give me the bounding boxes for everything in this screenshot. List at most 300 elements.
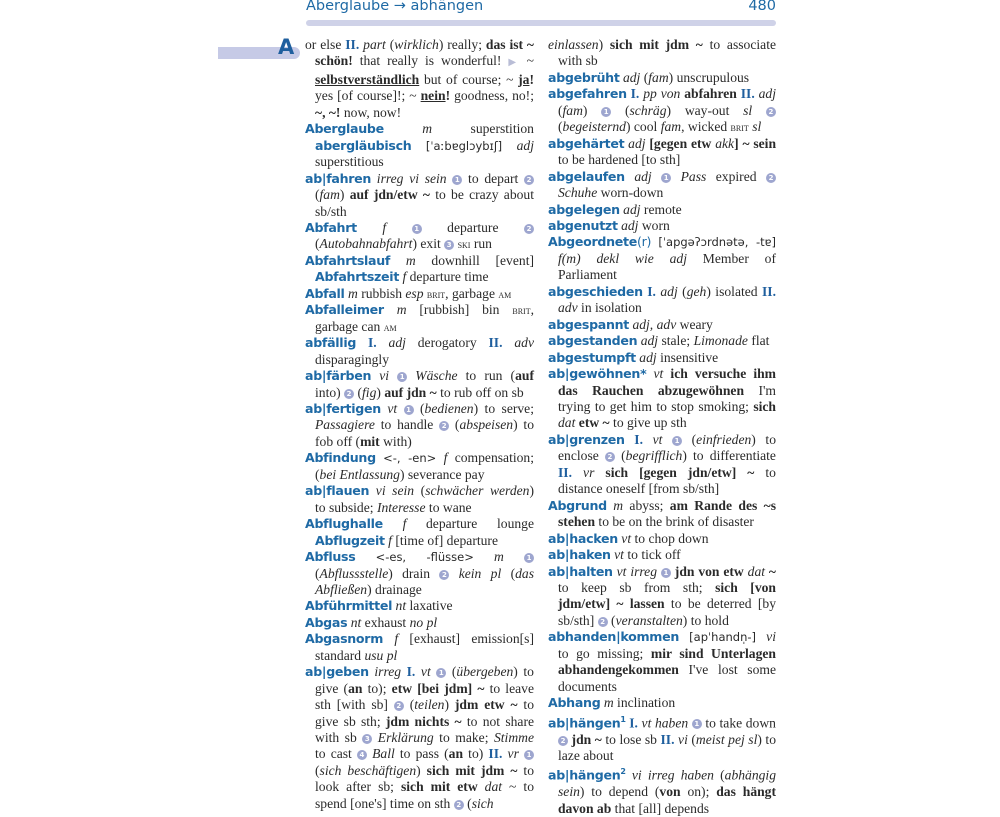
entry-text: abfahren: [684, 86, 737, 102]
sense-number-icon: 1: [397, 372, 407, 382]
entry-text: disparagingly: [315, 351, 389, 367]
entry-text: sich beschäftigen: [319, 762, 417, 778]
entry-text: (: [385, 37, 395, 52]
headword: Abführmittel: [305, 598, 393, 614]
entry-text: I've lost some documents: [558, 662, 776, 694]
sense-number-icon: 2: [344, 389, 354, 399]
entry-text: schwächer werden: [425, 483, 530, 499]
entry-text: , garbage can: [315, 302, 534, 334]
entry-text: insensitive: [656, 349, 719, 365]
entry-text: f: [402, 516, 407, 532]
entry-text: adj: [628, 135, 646, 151]
entry-abgrund: [548, 498, 776, 531]
entry-text: II.: [558, 464, 572, 480]
entry-text: Autobahnabfahrt: [319, 236, 413, 252]
entry-abfaellig: [305, 335, 534, 368]
entry-text: nt: [350, 614, 362, 630]
entry-text: part: [363, 37, 386, 52]
sense-number-icon: 2: [766, 173, 776, 183]
headword: abgenutzt: [548, 217, 618, 233]
entry-text: (: [713, 768, 725, 783]
entry-text: I.: [630, 86, 640, 102]
entry-text: ~ to spend [one's] time on sth: [315, 779, 534, 811]
entry-text: Limonade: [693, 333, 748, 349]
entry-text: jdn ~: [571, 731, 602, 747]
headword: ab|hängen: [548, 768, 621, 783]
headword: abergläubisch: [315, 137, 412, 153]
entry-text: sich mit etw: [400, 779, 478, 795]
entry-text: jdm etw ~: [454, 697, 518, 713]
entry-abflughalle: [305, 516, 534, 549]
headword: abgefahren: [548, 86, 627, 102]
entry-text: mit: [360, 433, 380, 449]
entry-text: vr: [507, 746, 519, 762]
entry-text: to run (: [457, 368, 516, 384]
entry-text: wirklich: [394, 37, 439, 52]
headword: Abgas: [305, 614, 348, 630]
headword: abgespannt: [548, 316, 630, 332]
entry-text: (: [558, 102, 563, 118]
right-column: [548, 37, 776, 817]
entry-text: [gegen etw: [649, 135, 712, 151]
headword: ab|fertigen: [305, 400, 381, 416]
entry-text: einlassen: [548, 37, 599, 52]
entry-text: with): [379, 433, 412, 449]
entry-text: compensation; (: [315, 450, 535, 482]
entry-text: Wäsche: [415, 368, 458, 384]
entry-text: to lose sb: [601, 731, 661, 747]
entry-text: remote: [640, 201, 682, 217]
entry-text: adj: [622, 69, 641, 85]
entry-text: vt: [621, 530, 632, 546]
entry-abfahren: [305, 171, 534, 220]
headword: ab|halten: [548, 563, 613, 579]
entry-text: <-es, -flüsse>: [375, 550, 474, 565]
sense-number-icon: 2: [598, 617, 608, 627]
entry-text: adj: [639, 349, 657, 365]
entry-abgas: [305, 615, 534, 631]
continuation-arrow-icon: ▶: [508, 57, 520, 69]
headword: ab|färben: [305, 368, 372, 384]
entry-text: to associate with sb: [558, 37, 776, 69]
sense-number-icon: 1: [661, 568, 671, 578]
entry-text: von: [659, 784, 681, 800]
headword: Abhang: [548, 695, 601, 711]
entry-text: ) to depend (: [579, 784, 660, 800]
entry-text: Schuhe: [558, 185, 598, 201]
entry-text: ) really;: [438, 37, 486, 52]
entry-text: to);: [362, 680, 392, 696]
entry-text: f: [394, 631, 399, 647]
sense-number-icon: 1: [692, 719, 702, 729]
entry-text: ) to enclose: [558, 431, 776, 464]
entry-text: schräg: [629, 102, 667, 118]
entry-text: vr: [583, 464, 595, 480]
entry-text: abhängig sein: [558, 768, 776, 800]
entry-text: vi sein: [375, 483, 415, 499]
entry-text: (: [446, 664, 457, 680]
entry-text: adj: [388, 335, 406, 351]
entry-text: stale;: [658, 333, 694, 349]
entry-abhaengen-1: [548, 712, 776, 765]
entry-text: fam: [648, 69, 669, 85]
entry-text: m: [603, 695, 614, 711]
entry-text: adj: [621, 217, 639, 233]
entry-text: ) severance pay: [399, 466, 485, 482]
entry-text: to go missing;: [558, 645, 651, 661]
entry-text: f(m) dekl wie adj: [558, 250, 687, 266]
entry-text: (: [413, 400, 425, 416]
entry-text: into): [315, 384, 345, 400]
entry-abgeschieden: [548, 284, 776, 317]
sense-number-icon: 2: [558, 736, 568, 746]
entry-text: adj: [516, 137, 534, 153]
entry-text: m: [613, 497, 624, 513]
entry-text: II.: [345, 37, 360, 52]
entry-text: (: [677, 283, 687, 299]
entry-text: ) to laze about: [558, 731, 777, 764]
entry-text: ) to subside;: [315, 483, 534, 515]
entry-text: brit: [512, 303, 531, 318]
entry-text: exhaust: [361, 614, 410, 630]
entry-text: m: [494, 549, 504, 565]
entry-text: ): [376, 384, 385, 400]
entry-text: to handle: [374, 417, 440, 433]
entry-text: vi: [766, 629, 776, 645]
headword: Abfahrt: [305, 219, 357, 235]
entry-text: ) to fob off (: [315, 417, 534, 449]
entry-text: vi irreg haben: [631, 768, 714, 783]
entry-text: (r): [636, 234, 652, 250]
entry-abfertigen: [305, 401, 534, 450]
entry-text: fam: [319, 187, 340, 203]
entry-text: Erklärung: [377, 730, 434, 746]
entry-text: to distance oneself [from sb/sth]: [558, 464, 776, 497]
entry-text: [ˈapgəʔɔrdnətə, -tɐ]: [658, 235, 776, 250]
entry-text: (: [315, 187, 320, 203]
entry-text: ~: [768, 563, 776, 579]
entry-text: m: [422, 121, 433, 137]
page-number: 480: [748, 0, 776, 14]
sense-number-icon: 2: [439, 421, 449, 431]
sense-number-icon: 1: [524, 750, 534, 760]
entry-text: vt: [652, 431, 663, 447]
sense-number-icon: 2: [605, 452, 615, 462]
entry-text: abspeisen: [459, 417, 514, 433]
entry-text: brit: [730, 120, 749, 135]
entry-text: to rub off on sb: [436, 384, 524, 400]
sense-number-icon: 1: [672, 436, 682, 446]
entry-text: Stimme: [493, 730, 534, 746]
entry-text: usu pl: [364, 647, 398, 663]
entry-text: (: [682, 431, 697, 447]
entry-text: an: [448, 746, 464, 762]
entry-text: to leave sth [with sb]: [315, 680, 534, 713]
entry-text: to be on the brink of disaster: [595, 514, 754, 530]
headword: abgeschieden: [548, 283, 643, 299]
entry-text: das Abfließen: [315, 565, 534, 597]
entry-text: sich: [753, 398, 776, 414]
entry-text: (: [315, 565, 320, 581]
headword: abgebrüht: [548, 69, 620, 85]
entry-abfluss: [305, 549, 534, 598]
entry-text: fig: [362, 384, 377, 400]
entry-text: auf jdn/etw ~: [349, 187, 430, 203]
entry-text: to be deterred [by sb/sth]: [558, 596, 776, 628]
entry-text: an: [348, 680, 363, 696]
entry-text: übergeben: [456, 664, 514, 680]
entry-text: m: [347, 285, 358, 301]
entry-text: to not share with sb: [315, 713, 535, 746]
entry-text: ] ~ sein: [734, 135, 777, 151]
entry-text: vt irreg: [616, 563, 658, 579]
entry-text: to depart: [462, 170, 524, 186]
headword: abgelaufen: [548, 168, 625, 184]
entry-text: run: [470, 236, 492, 252]
running-head: Aberglaube → abhängen: [306, 0, 484, 14]
entry-text: I'm trying to get him to stop smoking;: [558, 382, 776, 414]
entry-text: ) exit: [412, 236, 445, 252]
entry-text: ski: [457, 237, 471, 252]
entry-text: ): [598, 37, 610, 52]
entry-text: geh: [686, 283, 707, 299]
entry-abgeordnete: [548, 234, 776, 283]
entry-text: (: [414, 483, 426, 499]
entry-text: ich versuche ihm das Rauchen abzugewöhnen: [558, 366, 776, 398]
headword: ab|hacken: [548, 530, 618, 546]
entry-text: now, now!: [340, 104, 402, 120]
entry-text: adj: [660, 283, 678, 299]
sense-number-icon: 1: [436, 668, 446, 678]
sense-number-icon: 2: [439, 570, 449, 580]
headword: ab|haken: [548, 547, 611, 563]
headword: ab|fahren: [305, 170, 372, 186]
entry-text: to give up sth: [609, 415, 687, 431]
sense-number-icon: 1: [661, 173, 671, 183]
entry-text: teilen: [414, 697, 445, 713]
entry-text: f: [382, 219, 387, 235]
entry-abgrenzen: [548, 432, 776, 498]
entry-text: das hängt davon ab: [558, 784, 776, 816]
entry-text: , garbage: [445, 285, 499, 301]
headword: Abfluss: [305, 549, 356, 565]
entry-text: fam: [660, 119, 682, 135]
entry-text: sich [von jdm/etw] ~ lassen: [558, 579, 776, 612]
entry-abhang: [548, 695, 776, 711]
entry-text: I.: [634, 431, 643, 447]
entry-text: fam: [562, 102, 583, 118]
headword: ab|flauen: [305, 483, 370, 499]
entry-text: (: [501, 565, 516, 581]
entry-text: downhill [event]: [415, 252, 534, 268]
entry-abflauen: [305, 483, 534, 516]
headword: Abfindung: [305, 450, 376, 466]
headword: abhanden|kommen: [548, 629, 680, 645]
entry-text: II.: [762, 283, 776, 299]
entry-text: !: [445, 88, 451, 104]
entry-text: am: [383, 319, 397, 334]
entry-text: [exhaust] emission[s] standard: [315, 631, 534, 663]
entry-text: sich [gegen jdn/etw] ~: [605, 464, 755, 480]
entry-text: dat: [747, 563, 766, 579]
entry-text: II.: [740, 86, 755, 102]
entry-text: Member of Parliament: [558, 250, 776, 283]
thumb-index-letter: A: [278, 35, 295, 59]
left-column: [305, 37, 534, 812]
entry-text: (: [607, 612, 616, 628]
entry-abfuehrmittel: [305, 598, 534, 614]
entry-text: worn: [638, 217, 670, 233]
entry-text: ~: [519, 53, 534, 69]
entry-text: to take down: [701, 715, 776, 731]
entry-text: [apˈhandn̩-]: [689, 630, 757, 645]
entry-text: derogatory: [405, 335, 489, 351]
entry-abgespannt: [548, 317, 776, 333]
entry-text: ) cool: [625, 119, 661, 135]
entry-abfahrt: [305, 220, 534, 253]
entry-text: to be hardened [to sth]: [558, 152, 681, 168]
entry-text: Ball: [372, 746, 395, 762]
entry-text: ): [582, 102, 602, 118]
headword: Abfahrtszeit: [315, 269, 400, 285]
headword: Abfalleimer: [305, 302, 384, 318]
headword: abfällig: [305, 335, 357, 351]
sense-number-icon: 1: [404, 405, 414, 415]
entry-text: to chop down: [631, 530, 709, 546]
entry-text: [time of] departure: [391, 532, 498, 548]
entry-text: !: [529, 71, 534, 87]
entry-text: sl: [752, 119, 762, 135]
entry-abfaerben: [305, 368, 534, 401]
sense-number-icon: 2: [524, 175, 534, 185]
entry-text: ): [339, 187, 350, 203]
entry-text: Interesse: [376, 499, 426, 515]
headword: Abgrund: [548, 497, 607, 513]
sense-number-icon: 1: [601, 107, 611, 117]
entry-text: that really is wonderful!: [352, 53, 509, 69]
entry-text: 1: [620, 714, 626, 724]
entry-text: (: [463, 795, 472, 811]
entry-abhalten: [548, 564, 776, 630]
entry-abfindung: [305, 450, 534, 483]
entry-text: veranstalten: [615, 612, 683, 628]
entry-text: abyss;: [623, 497, 670, 513]
entry-text: am: [498, 286, 512, 301]
entry-text: bei Entlassung: [319, 466, 400, 482]
entry-text: ) to give (: [315, 664, 534, 696]
entry-text: ) isolated: [706, 283, 763, 299]
entry-text: pp von: [643, 86, 681, 102]
entry-text: (: [687, 731, 696, 747]
headword: Abgeordnete: [548, 234, 637, 250]
entry-text: (: [354, 384, 363, 400]
entry-text: ) drainage: [367, 581, 422, 597]
entry-abfahrtslauf: [305, 253, 534, 286]
entry-text: (: [611, 102, 630, 118]
entry-text: dat: [484, 779, 503, 795]
entry-text: II.: [488, 335, 503, 351]
entry-text: ) to hold: [682, 612, 729, 628]
entry-text: , wicked: [681, 119, 731, 135]
sense-number-icon: 2: [766, 107, 776, 117]
entry-abgestanden: [548, 333, 776, 349]
entry-text: meist pej sl: [695, 731, 758, 747]
entry-text: [ˈaːbɐglɔybɪʃ]: [425, 138, 503, 153]
headword: Abfahrtslauf: [305, 252, 391, 268]
entry-text: that [all] depends: [611, 800, 710, 816]
entry-text: etw ~: [578, 415, 610, 431]
entry-abfall: [305, 286, 534, 302]
sense-number-icon: 2: [394, 701, 404, 711]
entry-text: worn-down: [597, 185, 664, 201]
entry-text: but of course; ~: [419, 71, 519, 87]
entry-text: vt: [420, 664, 431, 680]
entry-abgebrueht: [548, 70, 776, 86]
entry-text: am Rande des ~s stehen: [558, 497, 776, 530]
entry-text: ) drain: [388, 565, 440, 581]
entry-text: irreg: [374, 664, 402, 680]
headword: ab|grenzen: [548, 431, 625, 447]
entry-continuation: [548, 37, 776, 70]
sense-number-icon: 4: [357, 750, 367, 760]
entry-text: laxative: [406, 598, 453, 614]
entry-text: etw [bei jdm] ~: [391, 680, 485, 696]
entry-text: flat: [747, 333, 770, 349]
sense-number-icon: 3: [362, 734, 372, 744]
entry-text: vt: [387, 400, 398, 416]
entry-text: nt: [395, 598, 407, 614]
entry-text: sich mit jdm ~: [426, 762, 518, 778]
headword: Abflugzeit: [315, 532, 385, 548]
entry-text: (: [315, 762, 320, 778]
entry-text: II.: [488, 746, 503, 762]
entry-text: vt: [614, 547, 624, 563]
entry-abgehaertet: [548, 136, 776, 169]
entry-text: I.: [406, 664, 416, 680]
entry-text: jdm nichts ~: [385, 713, 462, 729]
entry-text: sich: [471, 795, 494, 811]
entry-abhacken: [548, 531, 776, 547]
entry-abgewoehnen: [548, 366, 776, 432]
headword: Abgasnorm: [305, 631, 384, 647]
headword: Abfall: [305, 285, 345, 301]
entry-text: vi: [379, 368, 390, 384]
entry-text: begrifflich: [625, 448, 683, 464]
entry-text: f: [402, 269, 407, 285]
entry-text: departure: [421, 219, 524, 235]
entry-text: adv: [558, 300, 578, 316]
entry-text: I.: [647, 283, 656, 299]
entry-text: adj: [640, 333, 659, 349]
entry-abgelegen: [548, 202, 776, 218]
entry-text: in isolation: [577, 300, 642, 316]
entry-text: Pass: [680, 168, 707, 184]
entry-abgeben: [305, 664, 534, 812]
entry-text: to be crazy about sb/sth: [315, 187, 534, 219]
entry-text: Abflussstelle: [319, 565, 389, 581]
entry-text: ) unscrupulous: [668, 69, 750, 85]
entry-text: adj: [634, 168, 652, 184]
entry-text: ) way-out: [666, 102, 744, 118]
entry-abgefahren: [548, 86, 776, 135]
entry-text: 2: [620, 767, 626, 777]
entry-text: sl: [743, 102, 753, 118]
entry-text: to): [463, 746, 489, 762]
entry-text: to give sb sth;: [315, 697, 534, 729]
entry-text: vt: [653, 366, 664, 382]
entry-abgasnorm: [305, 631, 534, 664]
entry-text: to tick off: [623, 547, 681, 563]
